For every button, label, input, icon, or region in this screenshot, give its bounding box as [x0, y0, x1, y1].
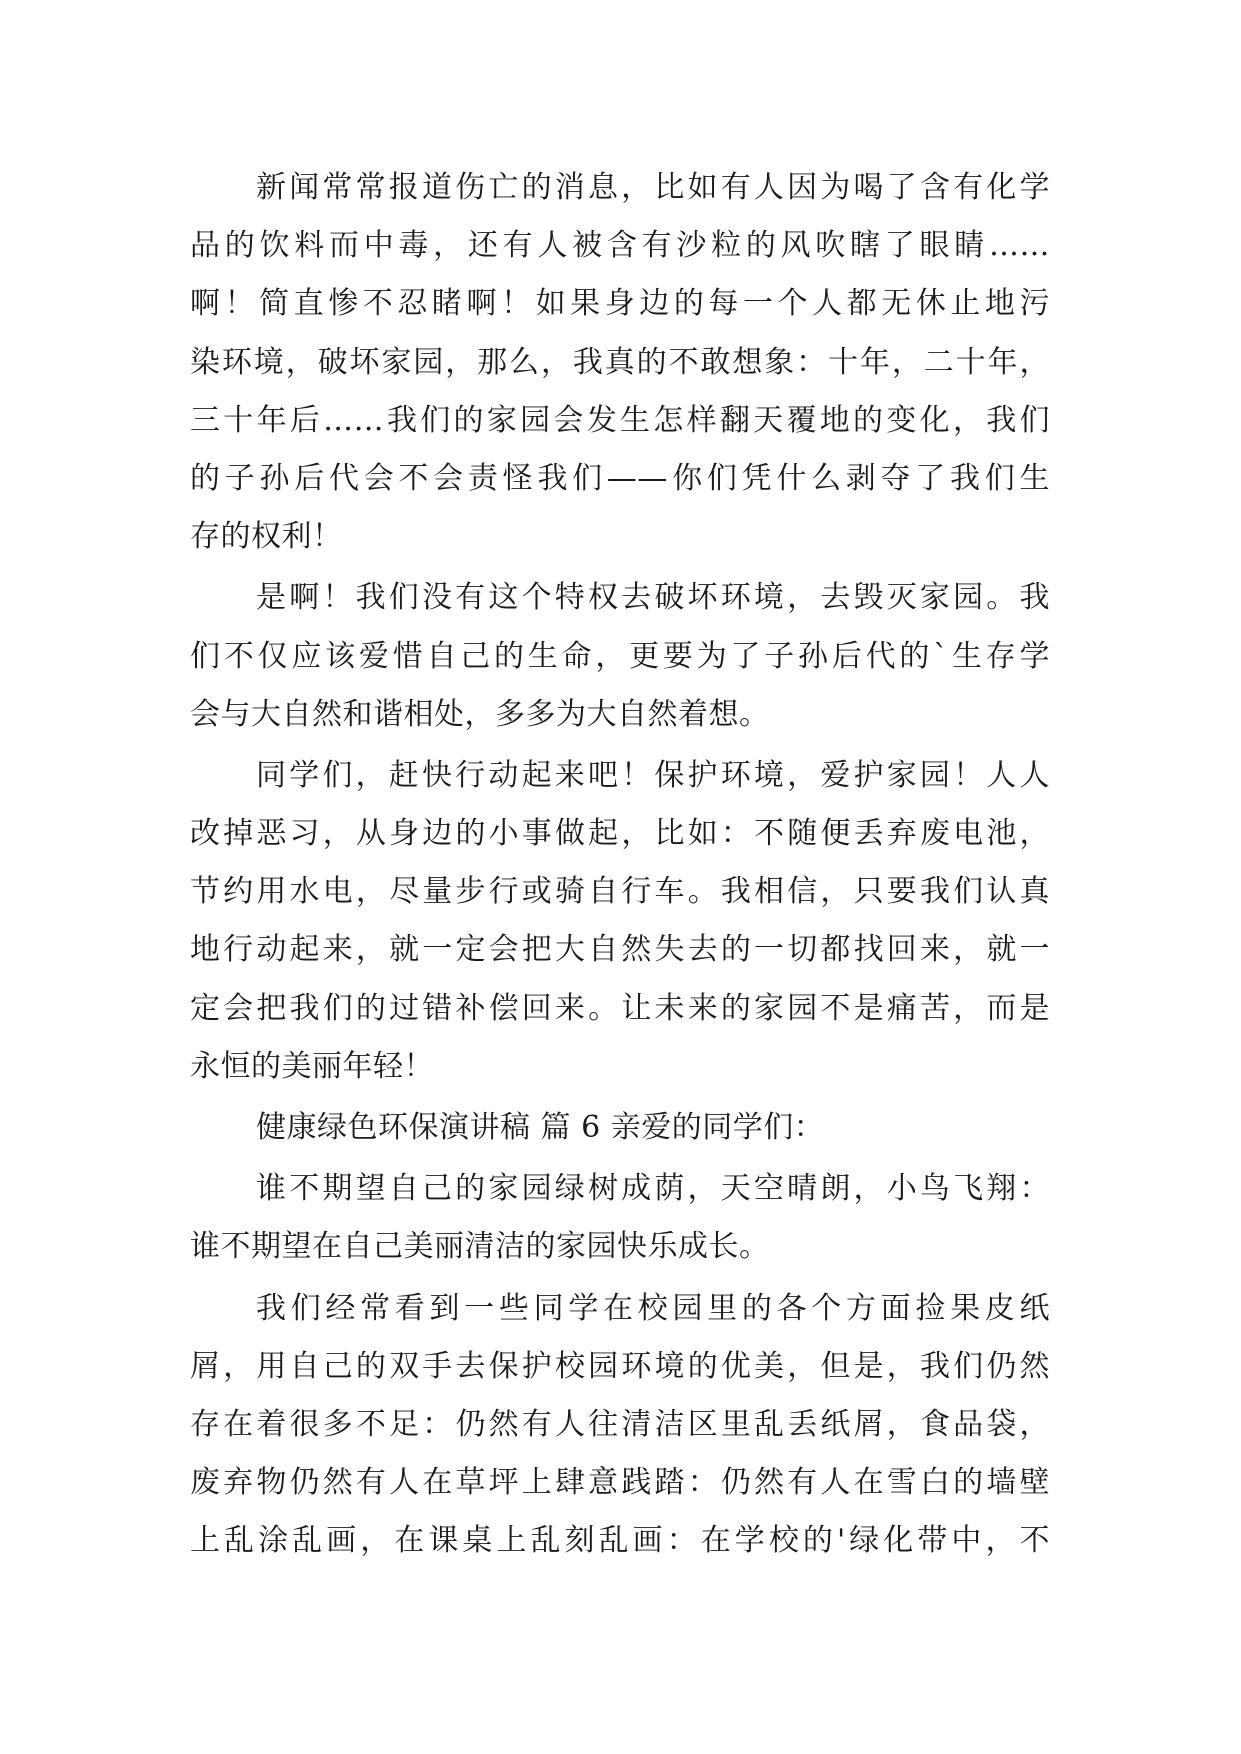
text-line: 定会把我们的过错补偿回来。让未来的家园不是痛苦，而是 [190, 990, 1050, 1026]
text-line: 存在着很多不足：仍然有人往清洁区里乱丢纸屑，食品袋， [190, 1406, 1050, 1442]
text-line: 改掉恶习，从身边的小事做起，比如：不随便丢弃废电池， [190, 816, 1050, 852]
text-line: 啊！简直惨不忍睹啊！如果身边的每一个人都无休止地污 [190, 286, 1050, 322]
text-line: 谁不期望在自己美丽清洁的家园快乐成长。 [190, 1229, 770, 1265]
text-line: 新闻常常报道伤亡的消息，比如有人因为喝了含有化学 [256, 170, 1050, 205]
text-line: 存的权利！ [190, 519, 343, 555]
text-line: 节约用水电，尽量步行或骑自行车。我相信，只要我们认真 [190, 874, 1050, 910]
paragraph [190, 747, 1050, 1096]
text-line: 谁不期望自己的家园绿树成荫，天空晴朗，小鸟飞翔： [256, 1171, 1050, 1207]
paragraph [190, 159, 1050, 566]
text-line: 健康绿色环保演讲稿 篇 6 亲爱的同学们： [256, 1110, 825, 1145]
text-line: 上乱涂乱画，在课桌上乱刻乱画：在学校的'绿化带中，不 [190, 1523, 1050, 1559]
text-line: 废弃物仍然有人在草坪上肆意践踏：仍然有人在雪白的墙壁 [190, 1465, 1050, 1501]
text-line: 是啊！我们没有这个特权去破坏环境，去毁灭家园。我 [256, 580, 1050, 616]
text-line: 会与大自然和谐相处，多多为大自然着想。 [190, 696, 770, 732]
paragraph [190, 1160, 1050, 1276]
text-line: 地行动起来，就一定会把大自然失去的一切都找回来，就一 [190, 932, 1050, 968]
text-line: 们不仅应该爱惜自己的生命，更要为了子孙后代的`生存学 [190, 638, 1050, 674]
section-heading [190, 1099, 1050, 1157]
text-line: 三十年后……我们的家园会发生怎样翻天覆地的变化，我们 [190, 402, 1050, 438]
text-line: 我们经常看到一些同学在校园里的各个方面捡果皮纸 [256, 1290, 1050, 1326]
paragraph [190, 569, 1050, 744]
text-line: 永恒的美丽年轻！ [190, 1048, 434, 1084]
text-line: 同学们，赶快行动起来吧！保护环境，爱护家园！人人 [256, 757, 1050, 793]
text-line: 屑，用自己的双手去保护校园环境的优美，但是，我们仍然 [190, 1348, 1050, 1384]
text-line: 品的饮料而中毒，还有人被含有沙粒的风吹瞎了眼睛…… [190, 228, 1050, 264]
document-body [190, 159, 1050, 1574]
paragraph [190, 1280, 1050, 1571]
text-line: 染环境，破坏家园，那么，我真的不敢想象：十年，二十年， [190, 344, 1050, 380]
text-line: 的子孙后代会不会责怪我们——你们凭什么剥夺了我们生 [190, 460, 1050, 496]
